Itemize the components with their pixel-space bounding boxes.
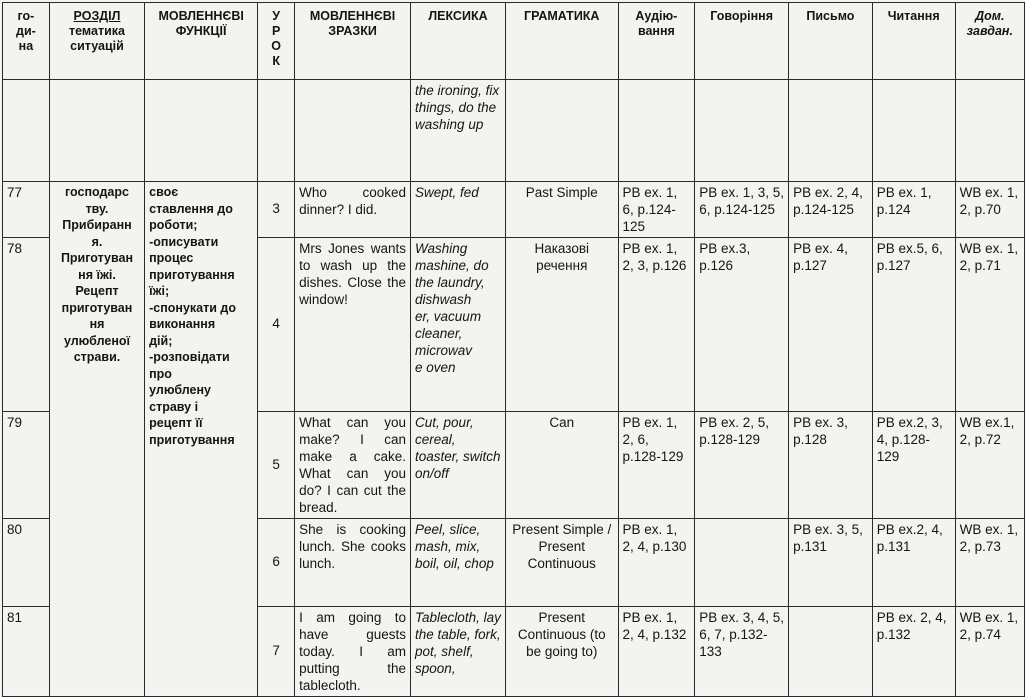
header-vocabulary: ЛЕКСИКА (411, 3, 506, 80)
vocabulary-cell: Cut, pour, cereal, toaster, switch on/off (411, 412, 506, 519)
header-hour: го- ди- на (3, 3, 50, 80)
vocabulary-cell: Swept, fed (411, 182, 506, 238)
header-lesson-letter: У (272, 9, 281, 23)
vocabulary-cell: Tablecloth, lay the table, fork, pot, shelf, spoon, (411, 607, 506, 697)
homework-cell: WB ex. 1, 2, p.71 (955, 238, 1024, 412)
header-reading: Читання (872, 3, 955, 80)
continued-vocabulary: the ironing, fix things, do the washing up (411, 80, 506, 182)
speaking-cell: PB ex.3, p.126 (695, 238, 789, 412)
header-speaking: Говоріння (695, 3, 789, 80)
table-cell (789, 80, 873, 182)
table-row (3, 182, 1025, 238)
hour-cell: 78 (3, 238, 50, 412)
table-cell (49, 80, 144, 182)
lesson-cell: 5 (258, 412, 295, 519)
reading-cell: PB ex.5, 6, p.127 (872, 238, 955, 412)
continued-row (3, 80, 1025, 182)
speaking-cell: PB ex. 3, 4, 5, 6, 7, p.132-133 (695, 607, 789, 697)
grammar-cell: Present Continuous (to be going to) (505, 607, 618, 697)
writing-cell: PB ex. 3, p.128 (789, 412, 873, 519)
writing-cell (789, 607, 873, 697)
vocabulary-cell: Peel, slice, mash, mix, boil, oil, chop (411, 519, 506, 607)
homework-cell: WB ex.1, 2, p.72 (955, 412, 1024, 519)
header-homework: Дом. завдан. (955, 3, 1024, 80)
header-section-title: РОЗДІЛ (73, 9, 121, 23)
header-section-sub: тематика ситуацій (69, 24, 125, 53)
lesson-cell: 6 (258, 519, 295, 607)
lesson-cell: 4 (258, 238, 295, 412)
lesson-cell: 7 (258, 607, 295, 697)
homework-cell: WB ex. 1, 2, p.73 (955, 519, 1024, 607)
topic-cell: господарс тву. Прибиранн я. Приготуван ня їжі. Рецепт приготуван ня улюбленої страви. (49, 182, 144, 697)
table-cell (695, 80, 789, 182)
samples-cell: Mrs Jones wants to wash up the dishes. Close the window! (295, 238, 411, 412)
table-cell (872, 80, 955, 182)
grammar-cell: Can (505, 412, 618, 519)
lesson-cell: 3 (258, 182, 295, 238)
writing-cell: PB ex. 2, 4, p.124-125 (789, 182, 873, 238)
reading-cell: PB ex. 2, 4, p.132 (872, 607, 955, 697)
listening-cell: PB ex. 1, 2, 4, p.130 (618, 519, 695, 607)
table-cell (145, 80, 258, 182)
reading-cell: PB ex. 1, p.124 (872, 182, 955, 238)
table-cell (505, 80, 618, 182)
header-section (49, 3, 144, 80)
header-lesson-letter: О (271, 39, 282, 53)
grammar-cell: Past Simple (505, 182, 618, 238)
samples-cell: Who cooked dinner? I did. (295, 182, 411, 238)
homework-cell: WB ex. 1, 2, p.70 (955, 182, 1024, 238)
header-grammar: ГРАМАТИКА (505, 3, 618, 80)
header-lesson (258, 3, 295, 80)
homework-cell: WB ex. 1, 2, p.74 (955, 607, 1024, 697)
reading-cell: PB ex.2, 3, 4, p.128-129 (872, 412, 955, 519)
grammar-cell: Present Simple / Present Continuous (505, 519, 618, 607)
listening-cell: PB ex. 1, 2, 6, p.128-129 (618, 412, 695, 519)
speaking-cell: PB ex. 1, 3, 5, 6, p.124-125 (695, 182, 789, 238)
header-samples: МОВЛЕННЄВІ ЗРАЗКИ (295, 3, 411, 80)
listening-cell: PB ex. 1, 2, 4, p.132 (618, 607, 695, 697)
listening-cell: PB ex. 1, 2, 3, p.126 (618, 238, 695, 412)
samples-cell: I am going to have guests today. I am putting the tablecloth. (295, 607, 411, 697)
hour-cell: 80 (3, 519, 50, 607)
header-listening: Аудію- вання (618, 3, 695, 80)
grammar-cell: Наказові речення (505, 238, 618, 412)
speaking-cell (695, 519, 789, 607)
hour-cell: 77 (3, 182, 50, 238)
hour-cell: 79 (3, 412, 50, 519)
header-writing: Письмо (789, 3, 873, 80)
reading-cell: PB ex.2, 4, p.131 (872, 519, 955, 607)
table-cell (3, 80, 50, 182)
table-cell (295, 80, 411, 182)
samples-cell: She is cooking lunch. She cooks lunch. (295, 519, 411, 607)
curriculum-table (2, 2, 1025, 697)
listening-cell: PB ex. 1, 6, p.124-125 (618, 182, 695, 238)
header-functions: МОВЛЕННЄВІ ФУНКЦІЇ (145, 3, 258, 80)
header-row (3, 3, 1025, 80)
vocabulary-cell: Washing mashine, do the laundry, dishwash er, vacuum cleaner, microwav e oven (411, 238, 506, 412)
table-cell (258, 80, 295, 182)
functions-cell: своє ставлення до роботи; -описувати процес приготування їжі; -спонукати до виконання дій; -розповідати про улюблену страву і рецепт її приготування (145, 182, 258, 697)
header-lesson-letter: К (272, 54, 280, 68)
hour-cell: 81 (3, 607, 50, 697)
writing-cell: PB ex. 3, 5, p.131 (789, 519, 873, 607)
speaking-cell: PB ex. 2, 5, p.128-129 (695, 412, 789, 519)
samples-cell: What can you make? I can make a cake. What can you do? I can cut the bread. (295, 412, 411, 519)
writing-cell: PB ex. 4, p.127 (789, 238, 873, 412)
header-lesson-letter: Р (271, 24, 281, 38)
table-cell (618, 80, 695, 182)
table-cell (955, 80, 1024, 182)
